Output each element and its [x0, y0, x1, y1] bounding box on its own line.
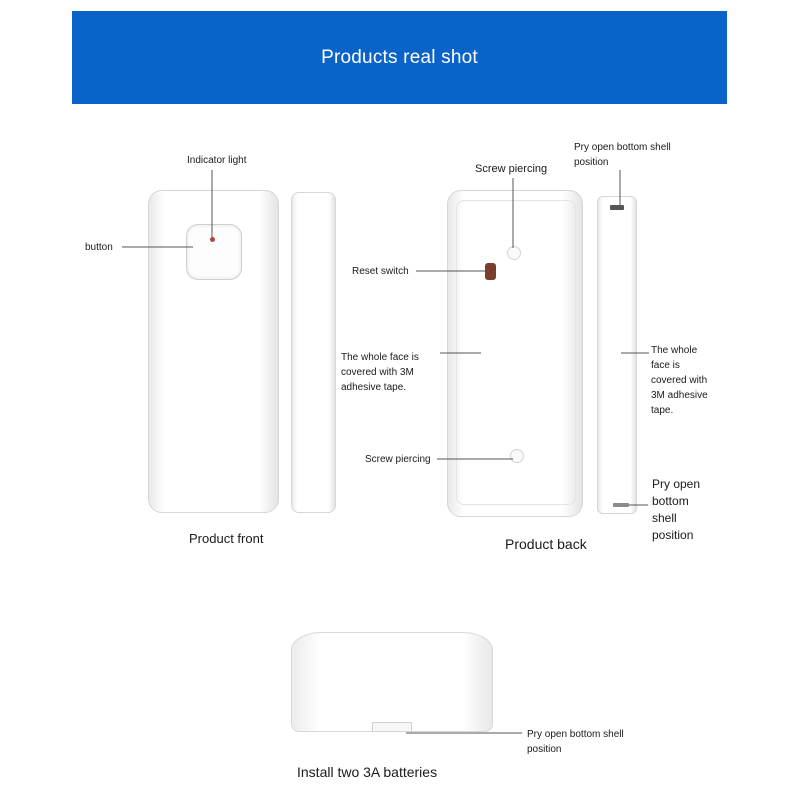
pry-bottom-label: Pry open bottom shell position	[652, 477, 701, 542]
product-front-caption: Product front	[189, 531, 264, 546]
product-back-caption: Product back	[505, 536, 587, 552]
back-adhesive-label: The whole face is covered with 3M adhesive tape.	[341, 352, 419, 393]
reset-switch-label: Reset switch	[352, 266, 409, 277]
button-label: button	[85, 242, 113, 253]
battery-caption: Install two 3A batteries	[297, 764, 438, 780]
indicator-light-label: Indicator light	[187, 155, 247, 166]
page-title: Products real shot	[321, 46, 478, 68]
pry-top-label: Pry open bottom shell position	[574, 142, 671, 168]
screw-piercing-bottom-label: Screw piercing	[365, 454, 431, 465]
side-adhesive-label: The whole face is covered with 3M adhesive tape.	[651, 345, 708, 416]
screw-piercing-top-label: Screw piercing	[475, 163, 548, 175]
battery-pry-label: Pry open bottom shell position	[527, 729, 624, 755]
